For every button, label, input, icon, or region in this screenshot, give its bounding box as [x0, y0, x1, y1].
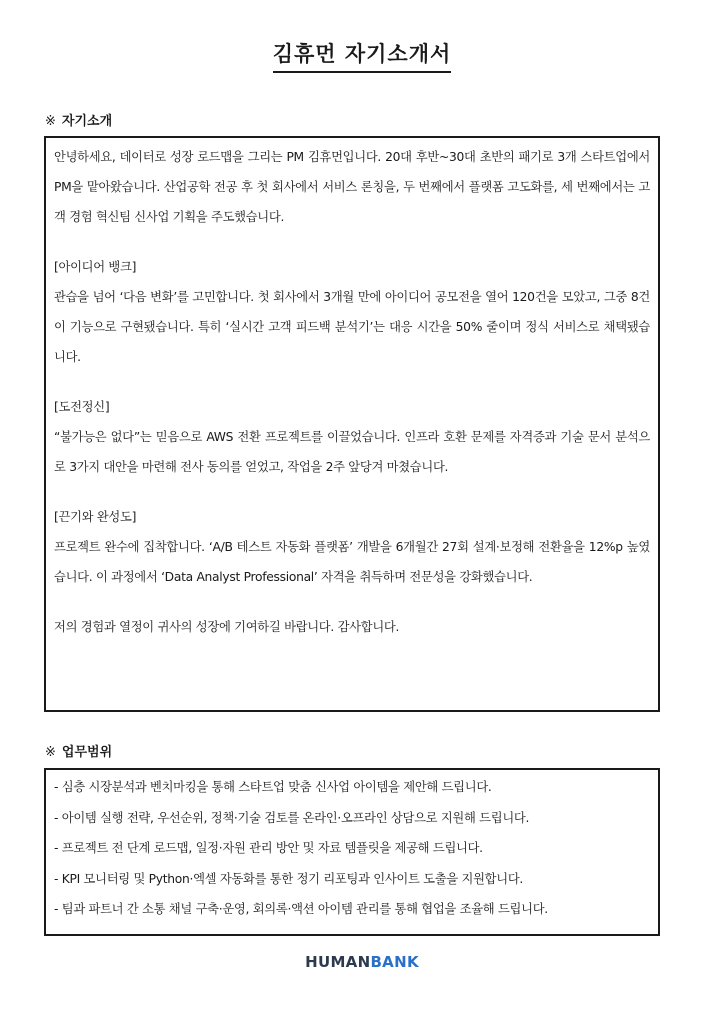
section-tag-challenge: [도전정신] [54, 400, 110, 414]
intro-box [44, 136, 660, 712]
reference-mark-icon: ※ [45, 745, 56, 760]
scope-item: - KPI 모니터링 및 Python·엑셀 자동화를 통한 정기 리포팅과 인사이트 도출을 지원합니다. [54, 871, 524, 886]
scope-item: - 아이템 실행 전략, 우선순위, 정책·기술 검토를 온라인·오프라인 상담으로 지원해 드립니다. [54, 810, 530, 825]
document-title-text: 김휴먼 자기소개서 [273, 38, 452, 73]
brand-logo-bank: BANK [370, 953, 419, 971]
intro-closing: 저의 경험과 열정이 귀사의 성장에 기여하길 바랍니다. 감사합니다. [54, 620, 400, 634]
brand-logo [0, 953, 724, 971]
brand-logo-human: HUMAN [305, 953, 371, 971]
intro-heading-label: 자기소개 [61, 114, 113, 129]
scope-heading [45, 741, 112, 760]
reference-mark-icon: ※ [45, 114, 56, 129]
document-title [0, 38, 724, 73]
scope-box [44, 768, 660, 936]
scope-item: - 팀과 파트너 간 소통 채널 구축·운영, 회의록·액션 아이템 관리를 통해 협업을 조율해 드립니다. [54, 902, 548, 916]
section-tag-idea: [아이디어 뱅크] [54, 260, 137, 274]
section-tag-persistence: [끈기와 완성도] [54, 510, 137, 524]
intro-opening: 안녕하세요, 데이터로 성장 로드맵을 그리는 PM 김휴먼입니다. 20대 후반~30대 초반의 패기로 3개 스타트업에서 PM을 맡아왔습니다. 산업공학 전공 후 첫 회사에서 서비스 론칭을, 두 번째에서 플랫폼 고도화를, 세 번째에서는 고객 경험 혁신팀 신사업 기획을 주도했습니다. [54, 150, 650, 224]
section-body-challenge: “불가능은 없다”는 믿음으로 AWS 전환 프로젝트를 이끌었습니다. 인프라 호환 문제를 자격증과 기술 문서 분석으로 3가지 대안을 마련해 전사 동의를 얻었고, 작업을 2주 앞당겨 마쳤습니다. [54, 430, 650, 474]
section-body-idea: 관습을 넘어 ‘다음 변화’를 고민합니다. 첫 회사에서 3개월 만에 아이디어 공모전을 열어 120건을 모았고, 그중 8건이 기능으로 구현됐습니다. 특히 ‘실시간 고객 피드백 분석기’는 대응 시간을 50% 줄이며 정식 서비스로 채택됐습니다. [54, 290, 650, 364]
scope-item: - 프로젝트 전 단계 로드맵, 일정·자원 관리 방안 및 자료 템플릿을 제공해 드립니다. [54, 841, 483, 855]
intro-heading [45, 110, 112, 129]
scope-heading-label: 업무범위 [61, 745, 113, 760]
scope-item: - 심층 시장분석과 벤치마킹을 통해 스타트업 맞춤 신사업 아이템을 제안해 드립니다. [54, 780, 492, 794]
section-body-persistence: 프로젝트 완수에 집착합니다. ‘A/B 테스트 자동화 플랫폼’ 개발을 6개월간 27회 설계·보정해 전환율을 12%p 높였습니다. 이 과정에서 ‘Data Analyst Professional’ 자격을 취득하며 전문성을 강화했습니다. [54, 540, 650, 584]
